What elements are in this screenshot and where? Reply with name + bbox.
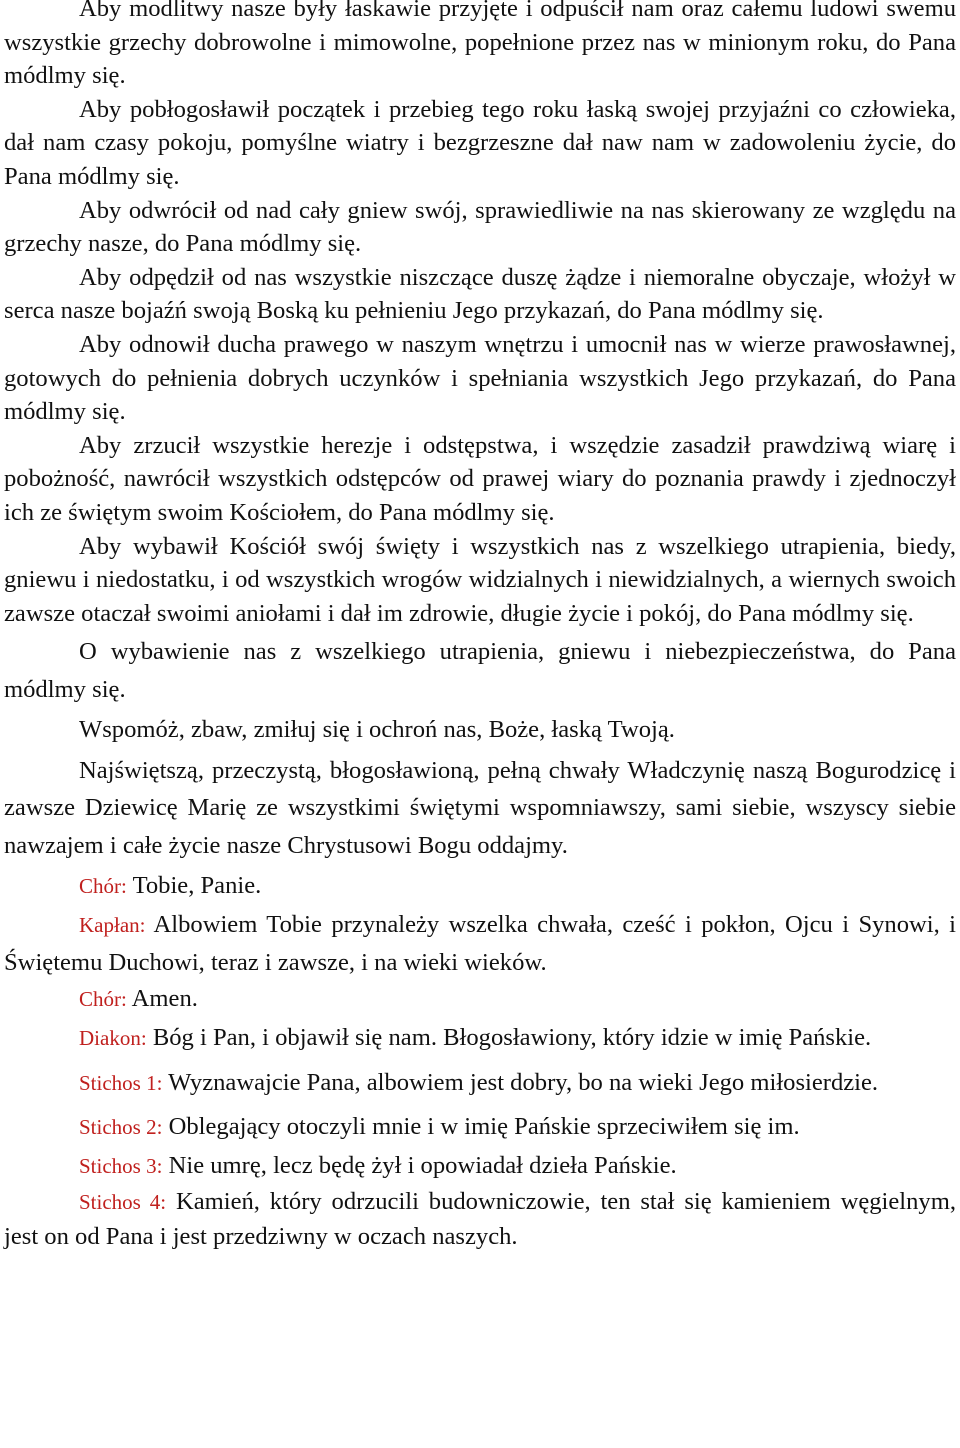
dialogue-line-6 bbox=[4, 1108, 956, 1147]
dialogue-line-8 bbox=[4, 1185, 956, 1253]
dialogue-line-7 bbox=[4, 1147, 956, 1186]
role-label: Chór: bbox=[79, 874, 127, 899]
petition-paragraph-7: Aby wybawił Kościół swój święty i wszystkich nas z wszelkiego utrapienia, biedy, gniewu i niedostatku, i od wszystkich wrogów widzialnych i niewidzialnych, a wiernych swoich zawsze otaczał swoimi aniołami i dał im zdrowie, długie życie i pokój, do Pana módlmy się. bbox=[4, 532, 956, 627]
role-label: Kapłan: bbox=[79, 912, 146, 937]
petition-paragraph-9: Wspomóż, zbaw, zmiłuj się i ochroń nas, Boże, łaską Twoją. bbox=[79, 716, 675, 744]
role-label: Stichos 3: bbox=[79, 1153, 163, 1178]
petition-paragraph-3: Aby odwrócił od nad cały gniew swój, sprawiedliwie na nas skierowany ze względu na grzechy nasze, do Pana módlmy się. bbox=[4, 196, 956, 258]
dialogue-text: Wyznawajcie Pana, albowiem jest dobry, bo na wieki Jego miłosierdzie. bbox=[168, 1068, 879, 1096]
dialogue-line-4 bbox=[4, 1019, 956, 1058]
petition-paragraph-5: Aby odnowił ducha prawego w naszym wnętrzu i umocnił nas w wierze prawosławnej, gotowych do pełnienia dobrych uczynków i spełniania wszystkich Jego przykazań, do Pana módlmy się. bbox=[4, 330, 956, 426]
dialogue-text: Amen. bbox=[131, 984, 198, 1012]
dialogue-text: Tobie, Panie. bbox=[132, 872, 262, 900]
dialogue-text: Bóg i Pan, i objawił się nam. Błogosławiony, który idzie w imię Pańskie. bbox=[152, 1024, 872, 1052]
dialogue-text: Kamień, który odrzucili budowniczowie, ten stał się kamieniem węgielnym, jest on od Pana i jest przedziwny w oczach naszych. bbox=[4, 1188, 956, 1250]
role-label: Diakon: bbox=[79, 1026, 147, 1051]
role-label: Chór: bbox=[79, 986, 127, 1011]
dialogue-text: Oblegający otoczyli mnie i w imię Pańskie sprzeciwiłem się im. bbox=[168, 1113, 800, 1141]
petition-paragraph-2: Aby pobłogosławił początek i przebieg tego roku łaską swojej przyjaźni co człowieka, dał nam czasy pokoju, pomyślne wiatry i bezgrzeszne dał naw nam w zadowoleniu życie, do Pana módlmy się. bbox=[4, 95, 956, 190]
role-label: Stichos 1: bbox=[79, 1070, 163, 1095]
petition-paragraph-8: O wybawienie nas z wszelkiego utrapienia, gniewu i niebezpieczeństwa, do Pana módlmy się. bbox=[4, 638, 956, 703]
dialogue-line-2 bbox=[4, 906, 956, 982]
dialogue-text: Nie umrę, lecz będę żył i opowiadał dzieła Pańskie. bbox=[168, 1151, 677, 1179]
dialogue-line-1 bbox=[4, 867, 956, 906]
role-label: Stichos 2: bbox=[79, 1115, 163, 1140]
petition-paragraph-1: Aby modlitwy nasze były łaskawie przyjęte i odpuścił nam oraz całemu ludowi swemu wszystkie grzechy dobrowolne i mimowolne, popełnione przez nas w minionym roku, do Pana módlmy się. bbox=[4, 0, 956, 90]
petition-paragraph-4: Aby odpędził od nas wszystkie niszczące duszę żądze i niemoralne obyczaje, włożył w serca nasze bojaźń swoją Boską ku pełnieniu Jego przykazań, do Pana módlmy się. bbox=[4, 263, 956, 325]
dialogue-text: Albowiem Tobie przynależy wszelka chwała, cześć i pokłon, Ojcu i Synowi, i Świętemu Duchowi, teraz i zawsze, i na wieki wieków. bbox=[4, 910, 956, 977]
dialogue-line-3 bbox=[4, 982, 956, 1017]
dialogue-line-5 bbox=[4, 1064, 956, 1103]
commemoration-paragraph: Najświętszą, przeczystą, błogosławioną, pełną chwały Władczynię naszą Bogurodzicę i zawsze Dziewicę Marię ze wszystkimi świętymi wspomniawszy, sami siebie, wszyscy siebie nawzajem i całe życie nasze Chrystusowi Bogu oddajmy. bbox=[4, 756, 956, 859]
role-label: Stichos 4: bbox=[79, 1190, 167, 1215]
petition-paragraph-6: Aby zrzucił wszystkie herezje i odstępstwa, i wszędzie zasadził prawdziwą wiarę i pobożność, nawrócił wszystkich odstępców od prawej wiary do poznania prawdy i zjednoczył ich ze świętym swoim Kościołem, do Pana módlmy się. bbox=[4, 431, 956, 526]
